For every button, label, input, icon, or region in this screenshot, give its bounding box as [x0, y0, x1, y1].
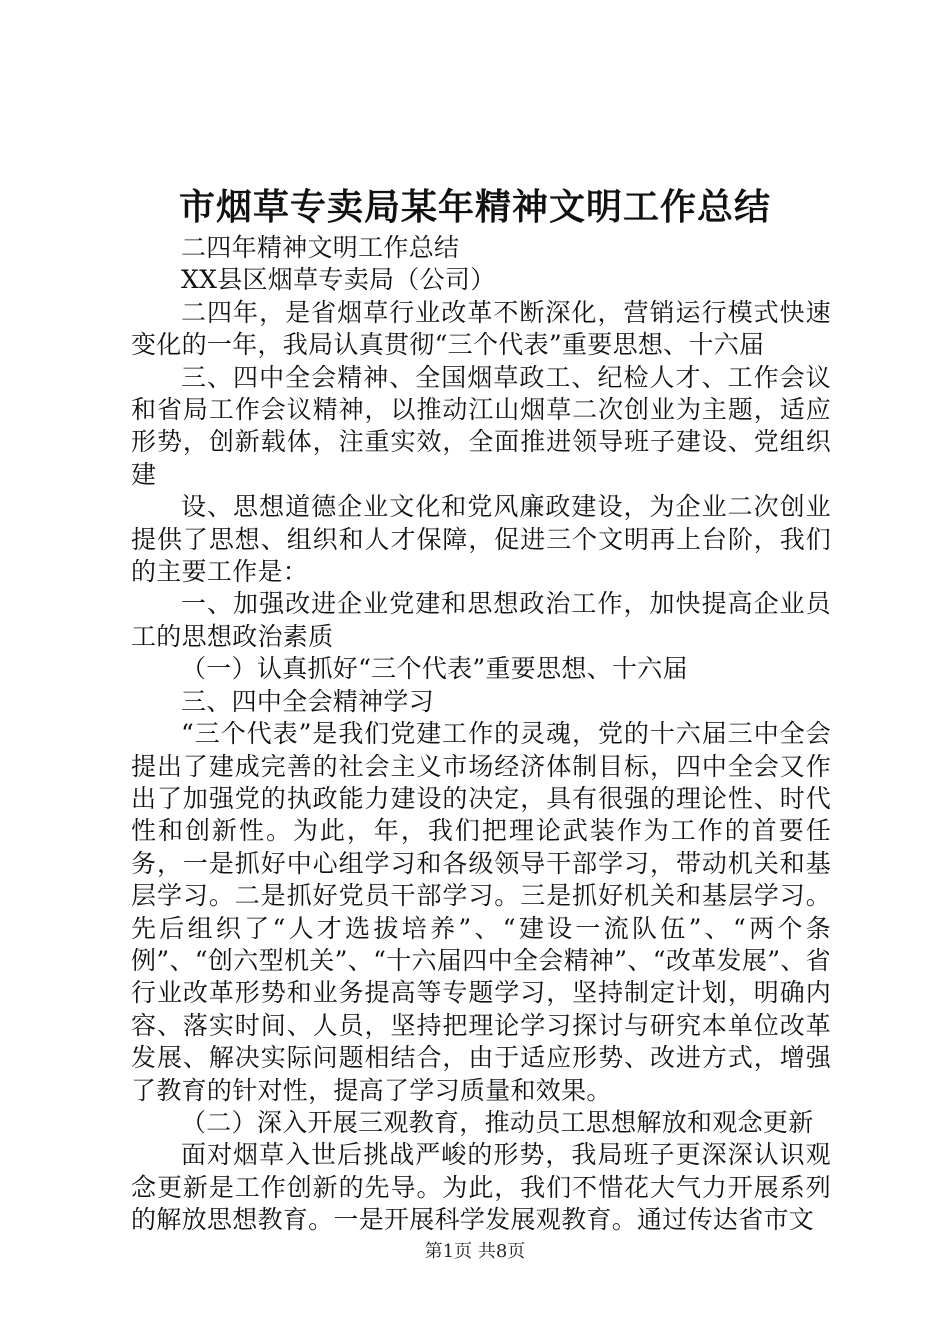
paragraph: 面对烟草入世后挑战严峻的形势，我局班子更深深认识观念更新是工作创新的先导。为此，我们不惜花大气力开展系列的解放思想教育。一是开展科学发展观教育。通过传达省市文	[131, 1140, 831, 1235]
paragraph: 三、四中全会精神、全国烟草政工、纪检人才、工作会议和省局工作会议精神，以推动江山烟草二次创业为主题，适应形势，创新载体，注重实效，全面推进领导班子建设、党组织建	[131, 362, 831, 489]
document-body	[131, 232, 831, 1237]
section-heading: 一、加强改进企业党建和思想政治工作，加快提高企业员工的思想政治素质	[131, 589, 831, 651]
subsection-heading: （二）深入开展三观教育，推动员工思想解放和观念更新	[181, 1107, 814, 1137]
paragraph: “三个代表”是我们党建工作的灵魂，党的十六届三中全会提出了建成完善的社会主义市场经济体制目标，四中全会又作出了加强党的执政能力建设的决定，具有很强的理论性、时代性和创新性。为此，年，我们把理论武装作为工作的首要任务，一是抓好中心组学习和各级领导干部学习，带动机关和基层学习。二是抓好党员干部学习。三是抓好机关和基层学习。先后组织了“人才选拔培养”、“建设一流队伍”、“两个条例”、“创六型机关”、“十六届四中全会精神”、“改革发展”、省行业改革形势和业务提高等专题学习，坚持制定计划，明确内容、落实时间、人员，坚持把理论学习探讨与研究本单位改革发展、解决实际问题相结合，由于适应形势、改进方式，增强了教育的针对性，提高了学习质量和效果。	[131, 719, 831, 1105]
paragraph: 设、思想道德企业文化和党风廉政建设，为企业二次创业提供了思想、组织和人才保障，促进三个文明再上台阶，我们的主要工作是：	[131, 492, 831, 587]
page-number-footer: 第1页 共8页	[424, 1241, 526, 1262]
paragraph-subtitle: 二四年精神文明工作总结	[181, 233, 460, 262]
subsection-heading: （一）认真抓好“三个代表”重要思想、十六届	[181, 654, 688, 684]
document-title: 市烟草专卖局某年精神文明工作总结	[178, 187, 771, 228]
paragraph-organization: XX县区烟草专卖局（公司）	[181, 265, 496, 295]
paragraph: 二四年，是省烟草行业改革不断深化，营销运行模式快速变化的一年，我局认真贯彻“三个代表”重要思想、十六届	[131, 297, 831, 360]
paragraph: 三、四中全会精神学习	[181, 686, 435, 716]
